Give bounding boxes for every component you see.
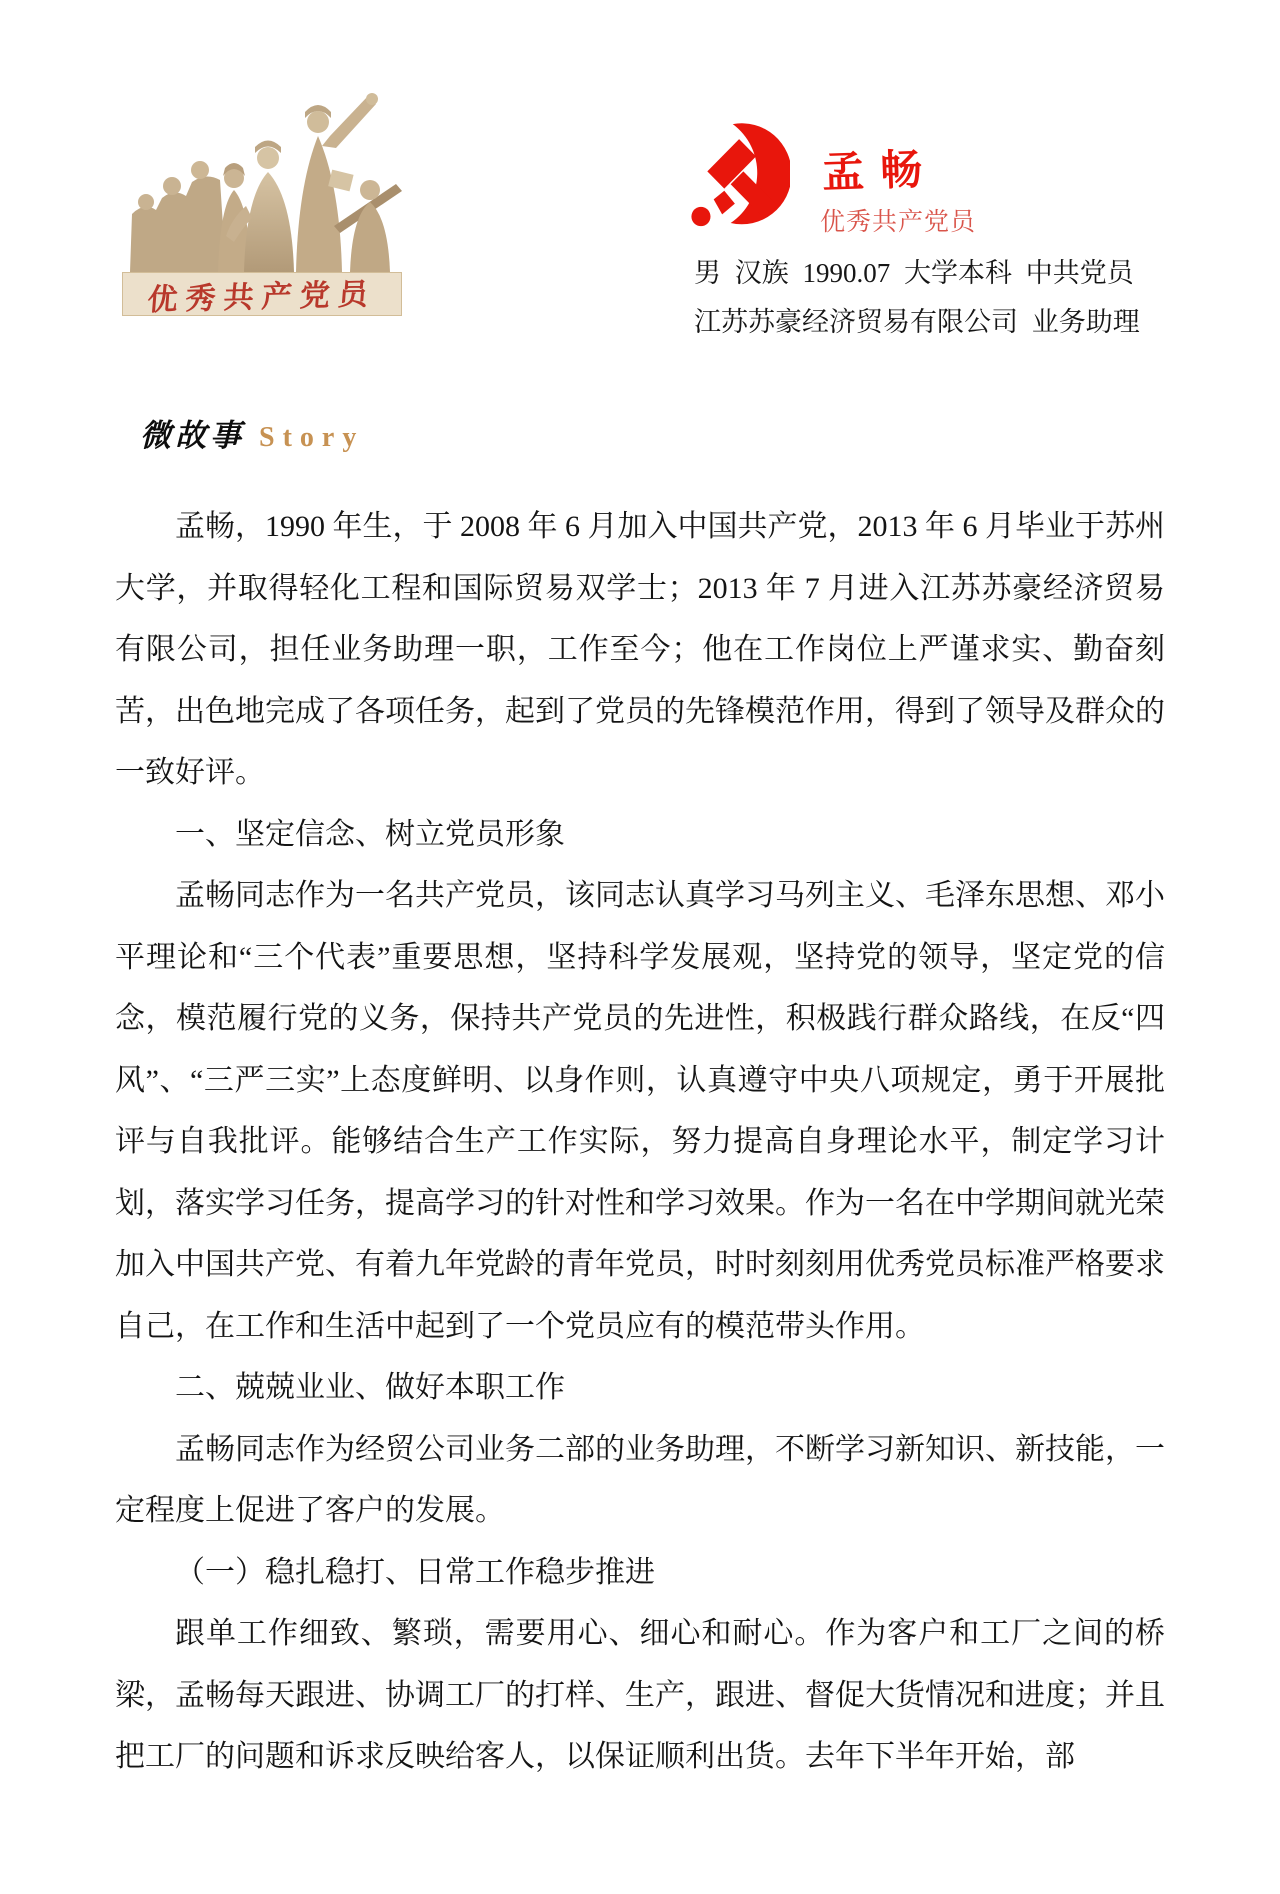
statue-plaque bbox=[122, 272, 402, 316]
section-title-en: Story bbox=[259, 422, 365, 453]
story-heading-2-1: （一）稳扎稳打、日常工作稳步推进 bbox=[175, 1555, 655, 1589]
story-heading-1: 一、坚定信念、树立党员形象 bbox=[175, 817, 565, 851]
member-info-line1: 男 汉族 1990.07 大学本科 中共党员 bbox=[694, 258, 1134, 288]
story-paragraph-work: 孟畅同志作为经贸公司业务二部的业务助理，不断学习新知识、新技能，一定程度上促进了客户的发展。 bbox=[115, 1432, 1165, 1527]
story-paragraph-intro: 孟畅，1990 年生，于 2008 年 6 月加入中国共产党，2013 年 6 月毕业于苏州大学，并取得轻化工程和国际贸易双学士；2013 年 7 月进入江苏苏豪经济贸易有限公司，担任业务助理一职，工作至今；他在工作岗位上严谨求实、勤奋刻苦，出色地完成了各项任务，起到了党员的先锋模范作用，得到了领导及群众的一致好评。 bbox=[115, 510, 1165, 789]
story-heading-2: 二、兢兢业业、做好本职工作 bbox=[175, 1371, 565, 1404]
party-emblem-icon bbox=[684, 122, 790, 238]
story-paragraph-followup: 跟单工作细致、繁琐，需要用心、细心和耐心。作为客户和工厂之间的桥梁，孟畅每天跟进、协调工厂的打样、生产，跟进、督促大货情况和进度；并且把工厂的问题和诉求反映给客人，以保证顺利出货。去年下半年开始，部 bbox=[115, 1617, 1165, 1773]
member-info bbox=[694, 249, 1140, 347]
statue-image bbox=[122, 86, 402, 316]
story-paragraph-belief: 孟畅同志作为一名共产党员，该同志认真学习马列主义、毛泽东思想、邓小平理论和“三个代表”重要思想，坚持科学发展观，坚持党的领导，坚定党的信念，模范履行党的义务，保持共产党员的先进性，积极践行群众路线，在反“四风”、“三严三实”上态度鲜明、以身作则，认真遵守中央八项规定，勇于开展批评与自我批评。能够结合生产工作实际，努力提高自身理论水平，制定学习计划，落实学习任务，提高学习的针对性和学习效果。作为一名在中学期间就光荣加入中国共产党、有着九年党龄的青年党员，时时刻刻用优秀党员标准严格要求自己，在工作和生活中起到了一个党员应有的模范带头作用。 bbox=[115, 879, 1165, 1343]
honor-title: 优秀共产党员 bbox=[820, 208, 977, 236]
statue-plaque-text: 优秀共产党员 bbox=[146, 278, 378, 317]
statue-sculpture-icon bbox=[122, 86, 402, 272]
member-info-line2: 江苏苏豪经济贸易有限公司 业务助理 bbox=[694, 307, 1140, 337]
story-body bbox=[115, 496, 1165, 1788]
section-title-cn: 微故事 bbox=[140, 418, 245, 453]
member-name: 孟畅 bbox=[821, 146, 939, 198]
section-header bbox=[140, 410, 364, 455]
